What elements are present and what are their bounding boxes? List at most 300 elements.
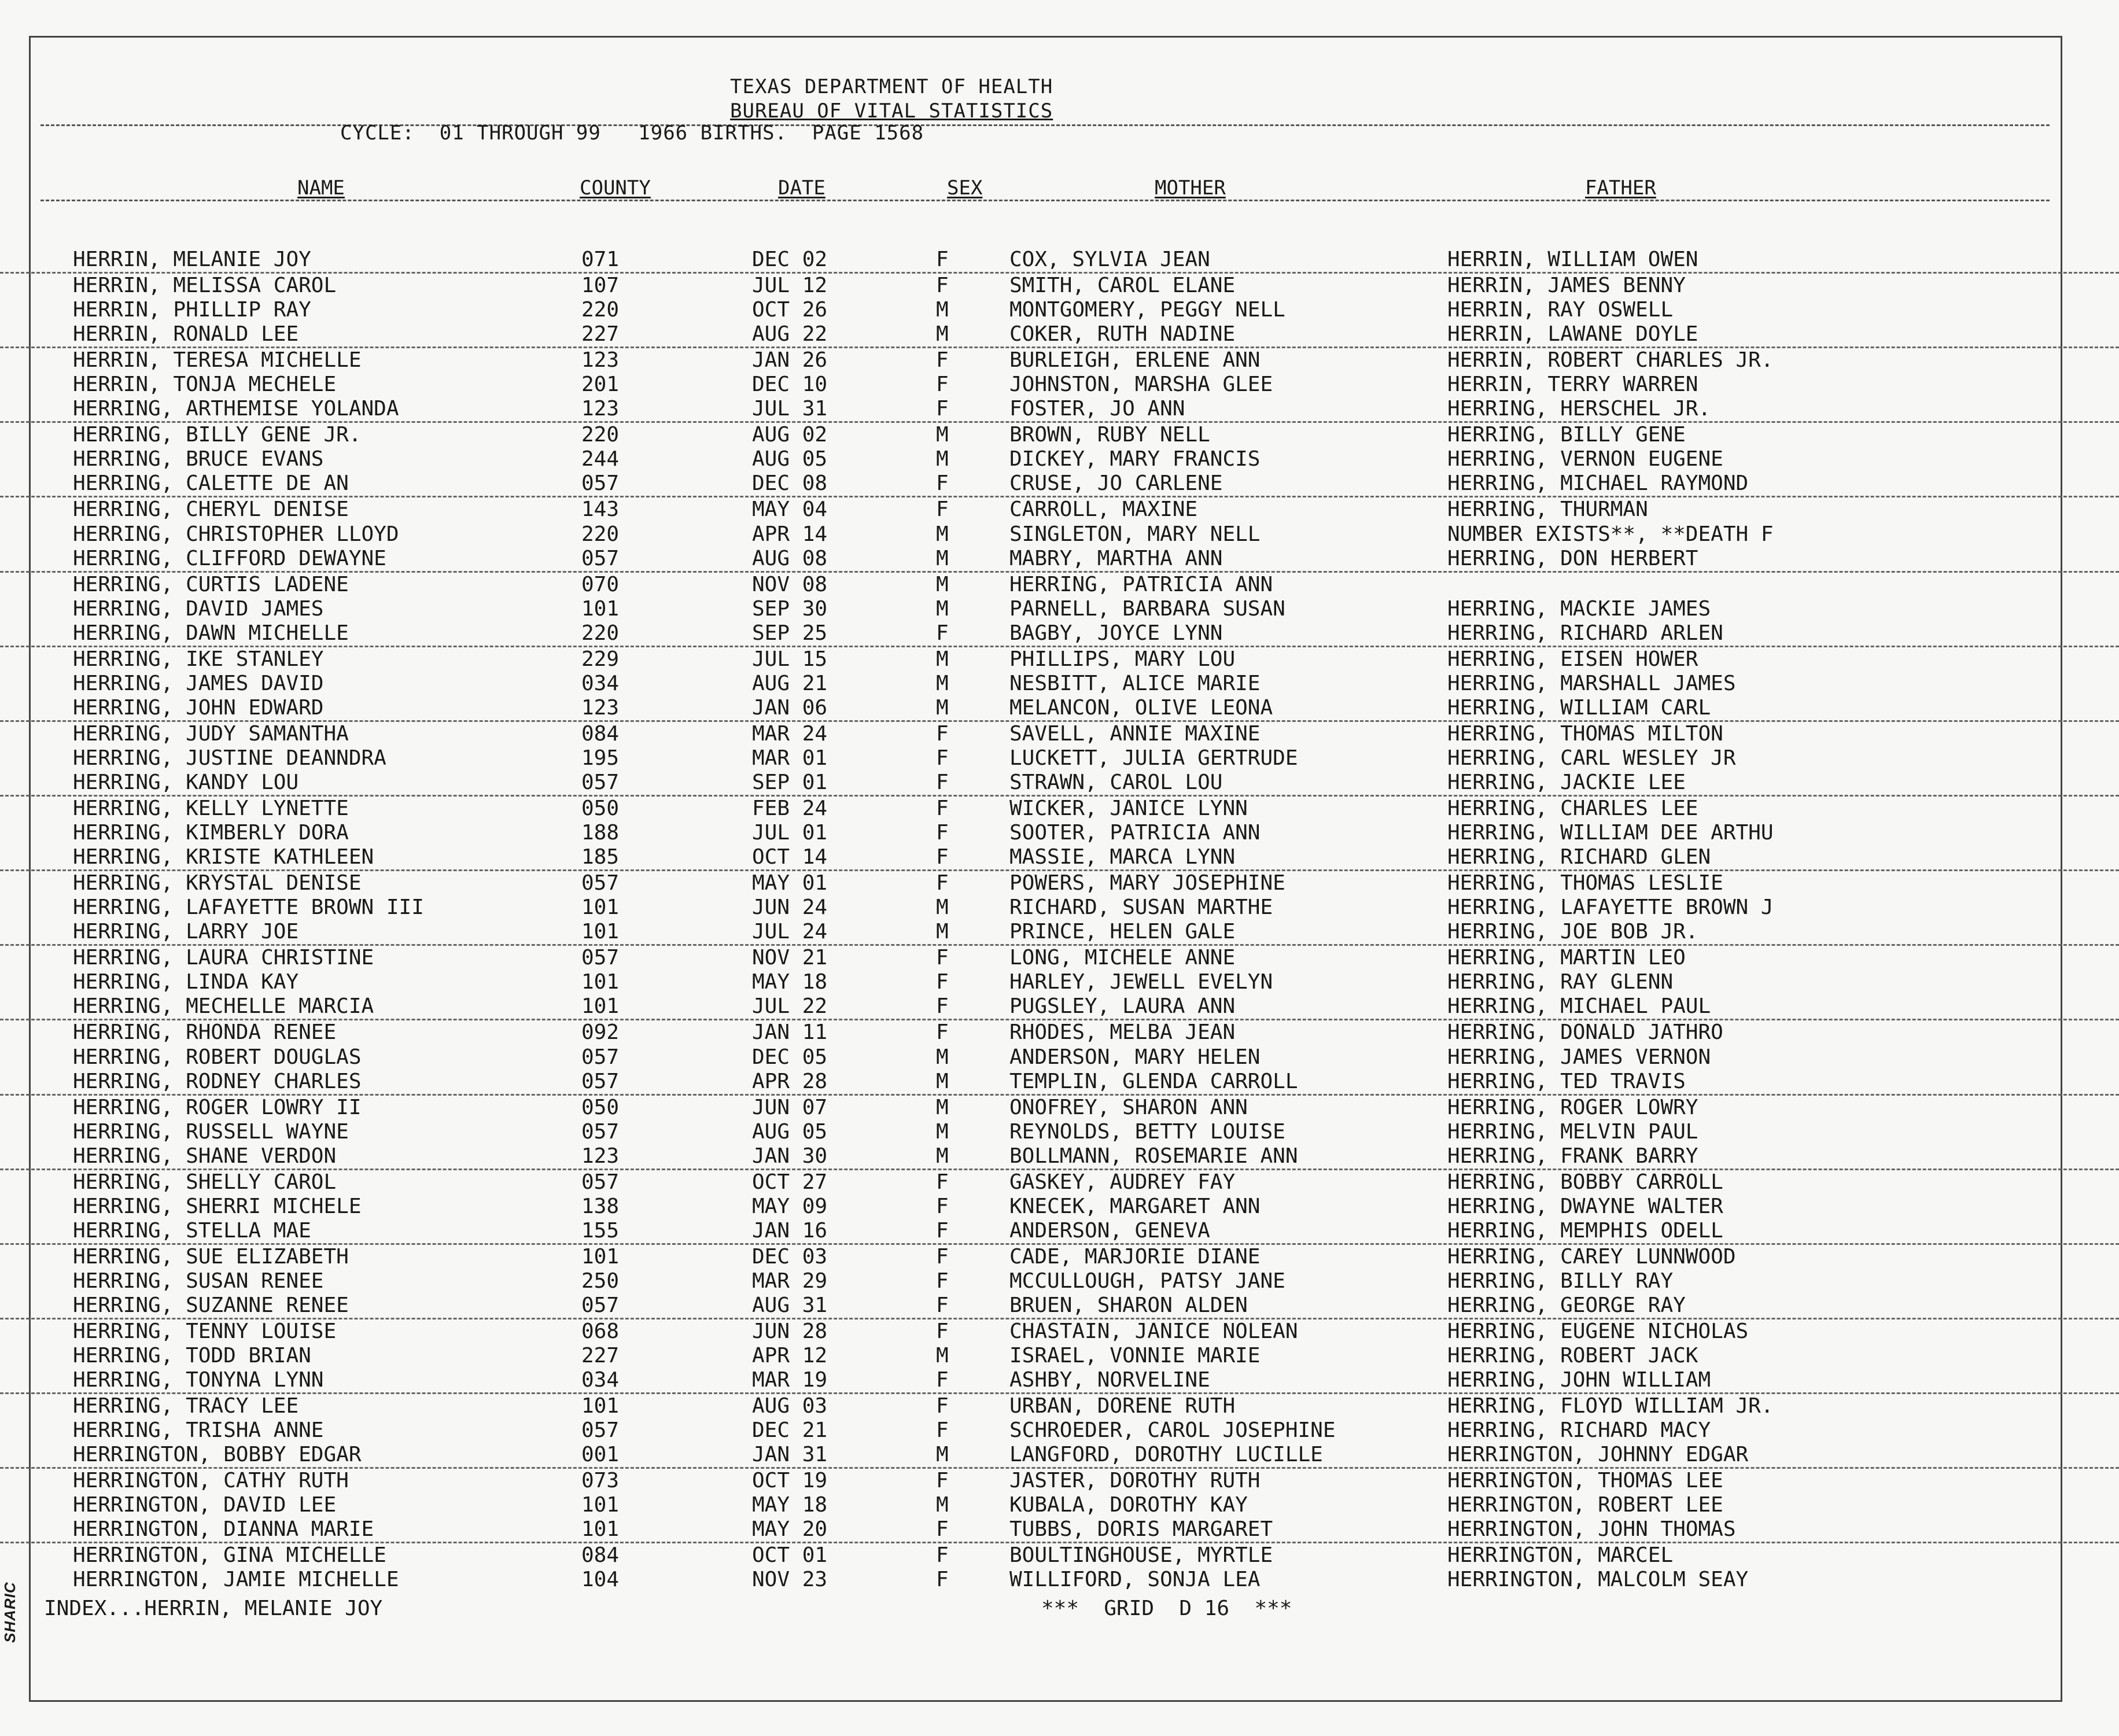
cell-sex: F [936,821,949,845]
cell-sex: M [936,572,949,596]
records-table [0,248,2119,1593]
cell-father: HERRING, BILLY GENE [1447,423,1686,447]
cell-name: HERRIN, MELISSA CAROL [73,274,337,298]
cell-father: HERRINGTON, JOHN THOMAS [1447,1517,1736,1542]
cell-name: HERRING, TRISHA ANNE [73,1418,324,1443]
cell-name: HERRIN, MELANIE JOY [73,248,311,271]
cell-date: APR 12 [752,1344,828,1368]
cell-sex: F [936,348,949,373]
cell-mother: JASTER, DOROTHY RUTH [1009,1469,1261,1493]
cell-county: 101 [581,596,620,621]
cell-father: HERRINGTON, ROBERT LEE [1447,1493,1723,1517]
cell-date: AUG 22 [752,322,828,347]
table-row [0,348,2119,373]
cell-date: NOV 08 [752,572,828,596]
cell-date: MAY 01 [752,871,828,895]
cell-mother: DICKEY, MARY FRANCIS [1009,447,1261,471]
cell-father: HERRING, DONALD JATHRO [1447,1020,1723,1045]
cell-date: AUG 05 [752,1119,828,1144]
table-row [0,522,2119,547]
table-row [0,647,2119,672]
table-row [0,746,2119,771]
cell-mother: NESBITT, ALICE MARIE [1009,671,1261,695]
cell-date: SEP 01 [752,770,828,794]
cell-county: 057 [581,1293,620,1317]
table-row [0,1469,2119,1493]
cell-date: APR 28 [752,1069,828,1093]
cell-sex: F [936,248,949,271]
cell-county: 050 [581,1095,620,1119]
cell-name: HERRING, ROBERT DOUGLAS [73,1045,362,1069]
cell-sex: F [936,497,949,522]
cell-date: JUL 31 [752,397,828,421]
cell-date: JAN 11 [752,1020,828,1045]
cell-father: HERRING, EUGENE NICHOLAS [1447,1319,1749,1344]
cell-sex: M [936,1144,949,1168]
cell-father: HERRING, MEMPHIS ODELL [1447,1218,1723,1243]
cell-county: 220 [581,423,620,447]
cell-name: HERRINGTON, DAVID LEE [73,1493,337,1517]
cell-sex: F [936,397,949,421]
cell-sex: M [936,522,949,546]
cell-county: 057 [581,546,620,570]
cell-mother: FOSTER, JO ANN [1009,397,1185,421]
cell-mother: BOULTINGHOUSE, MYRTLE [1009,1543,1273,1568]
bureau-title: BUREAU OF VITAL STATISTICS [730,99,1053,123]
cell-name: HERRING, SUE ELIZABETH [73,1244,349,1269]
cell-name: HERRIN, TERESA MICHELLE [73,348,362,373]
cell-sex: F [936,1293,949,1317]
cell-mother: BOLLMANN, ROSEMARIE ANN [1009,1144,1298,1168]
table-row [0,871,2119,895]
table-row [0,547,2119,573]
table-row [0,1219,2119,1245]
cell-date: AUG 21 [752,671,828,695]
cell-name: HERRING, LARRY JOE [73,920,299,944]
table-row [0,1170,2119,1195]
cell-mother: LANGFORD, DOROTHY LUCILLE [1009,1443,1323,1467]
cell-father: HERRING, THOMAS MILTON [1447,721,1723,746]
cell-date: NOV 21 [752,946,828,970]
cell-mother: TUBBS, DORIS MARGARET [1009,1517,1273,1542]
cell-mother: SINGLETON, MARY NELL [1009,522,1261,546]
cell-county: 034 [581,1368,620,1392]
cell-name: HERRING, LINDA KAY [73,970,299,994]
cell-name: HERRING, TRACY LEE [73,1394,299,1418]
cell-mother: SMITH, CAROL ELANE [1009,274,1236,298]
cell-sex: M [936,546,949,570]
cell-name: HERRING, DAVID JAMES [73,596,324,621]
cell-mother: URBAN, DORENE RUTH [1009,1394,1236,1418]
cell-father: HERRINGTON, MARCEL [1447,1543,1674,1568]
cell-father: HERRING, JACKIE LEE [1447,770,1686,794]
cell-sex: M [936,1095,949,1119]
cycle-line: CYCLE: 01 THROUGH 99 1966 BIRTHS. PAGE 1568 [340,121,924,145]
table-row [0,920,2119,946]
cell-mother: POWERS, MARY JOSEPHINE [1009,871,1285,895]
cell-county: 123 [581,695,620,720]
cell-date: OCT 19 [752,1469,828,1493]
cell-father: HERRINGTON, MALCOLM SEAY [1447,1568,1749,1592]
cell-sex: M [936,1493,949,1517]
cell-mother: TEMPLIN, GLENDA CARROLL [1009,1069,1298,1093]
table-row [0,672,2119,696]
cell-mother: PRINCE, HELEN GALE [1009,920,1236,944]
table-row [0,1368,2119,1394]
table-row [0,423,2119,447]
cell-county: 057 [581,1119,620,1144]
cell-county: 101 [581,895,620,920]
cell-father: HERRING, THOMAS LESLIE [1447,871,1723,895]
cell-name: HERRING, KRYSTAL DENISE [73,871,362,895]
table-row [0,621,2119,647]
cell-county: 057 [581,770,620,794]
cell-mother: KNECEK, MARGARET ANN [1009,1194,1261,1218]
cell-father: HERRING, BILLY RAY [1447,1269,1674,1293]
cell-date: SEP 25 [752,621,828,645]
cell-sex: F [936,1418,949,1443]
table-row [0,1269,2119,1293]
cell-mother: BURLEIGH, ERLENE ANN [1009,348,1261,373]
cell-sex: F [936,970,949,994]
cell-name: HERRINGTON, GINA MICHELLE [73,1543,386,1568]
cell-date: APR 14 [752,522,828,546]
cell-date: JAN 30 [752,1144,828,1168]
cell-sex: F [936,770,949,794]
cell-sex: F [936,1568,949,1592]
table-row [0,970,2119,994]
cell-name: HERRING, JUSTINE DEANNDRA [73,746,386,770]
cell-county: 057 [581,946,620,970]
cell-county: 123 [581,348,620,373]
cell-mother: STRAWN, CAROL LOU [1009,770,1223,794]
cell-date: MAR 01 [752,746,828,770]
cell-mother: CADE, MARJORIE DIANE [1009,1244,1261,1269]
cell-county: 101 [581,1244,620,1269]
cell-father: HERRING, JOHN WILLIAM [1447,1368,1711,1392]
cell-mother: BAGBY, JOYCE LYNN [1009,621,1223,645]
cell-sex: F [936,1394,949,1418]
cell-sex: M [936,1045,949,1069]
cell-sex: F [936,1218,949,1243]
cell-mother: ANDERSON, MARY HELEN [1009,1045,1261,1069]
cell-county: 123 [581,1144,620,1168]
cell-father: HERRING, ROGER LOWRY [1447,1095,1698,1119]
cell-county: 220 [581,621,620,645]
cell-father: HERRING, RAY GLENN [1447,970,1674,994]
cell-county: 220 [581,298,620,322]
cell-sex: M [936,1119,949,1144]
cell-date: FEB 24 [752,797,828,821]
cell-father: HERRING, LAFAYETTE BROWN J [1447,895,1774,920]
cell-name: HERRING, SHELLY CAROL [73,1170,337,1194]
cell-father: HERRING, EISEN HOWER [1447,647,1698,671]
cell-father: HERRING, FLOYD WILLIAM JR. [1447,1394,1774,1418]
cell-county: 057 [581,1418,620,1443]
cell-name: HERRING, SUZANNE RENEE [73,1293,349,1317]
table-row [0,573,2119,597]
cell-mother: SAVELL, ANNIE MAXINE [1009,721,1261,746]
cell-name: HERRING, JAMES DAVID [73,671,324,695]
cell-mother: PHILLIPS, MARY LOU [1009,647,1236,671]
table-row [0,1020,2119,1045]
cell-county: 050 [581,797,620,821]
table-row [0,797,2119,821]
cell-date: JUN 07 [752,1095,828,1119]
cell-sex: M [936,596,949,621]
cell-mother: PARNELL, BARBARA SUSAN [1009,596,1285,621]
table-row [0,1120,2119,1144]
cell-date: DEC 05 [752,1045,828,1069]
cell-father: HERRING, HERSCHEL JR. [1447,397,1711,421]
cell-county: 057 [581,1045,620,1069]
cell-father: HERRIN, JAMES BENNY [1447,274,1686,298]
cell-mother: GASKEY, AUDREY FAY [1009,1170,1236,1194]
table-row [0,597,2119,621]
table-row [0,1245,2119,1269]
cell-county: 220 [581,522,620,546]
cell-county: 057 [581,871,620,895]
cell-father: HERRING, RICHARD GLEN [1447,845,1711,869]
cell-name: HERRING, MECHELLE MARCIA [73,994,374,1019]
cell-mother: HARLEY, JEWELL EVELYN [1009,970,1273,994]
cell-father: HERRING, MACKIE JAMES [1447,596,1711,621]
cell-name: HERRING, LAURA CHRISTINE [73,946,374,970]
col-name: NAME [297,176,345,200]
cell-county: 123 [581,397,620,421]
cell-name: HERRING, KRISTE KATHLEEN [73,845,374,869]
cell-county: 084 [581,721,620,746]
cell-date: AUG 31 [752,1293,828,1317]
table-row [0,1045,2119,1070]
cell-county: 138 [581,1194,620,1218]
cell-mother: COKER, RUTH NADINE [1009,322,1236,347]
cell-mother: RICHARD, SUSAN MARTHE [1009,895,1273,920]
cell-name: HERRINGTON, CATHY RUTH [73,1469,349,1493]
cell-father: HERRING, CHARLES LEE [1447,797,1698,821]
cell-county: 101 [581,1517,620,1542]
cell-father: HERRING, ROBERT JACK [1447,1344,1698,1368]
cell-father: HERRING, THURMAN [1447,497,1648,522]
table-row [0,1493,2119,1517]
cell-date: MAY 09 [752,1194,828,1218]
cell-mother: RHODES, MELBA JEAN [1009,1020,1236,1045]
table-row [0,821,2119,845]
cell-father: HERRING, MARSHALL JAMES [1447,671,1736,695]
cell-county: 034 [581,671,620,695]
cell-father: HERRINGTON, THOMAS LEE [1447,1469,1723,1493]
cell-date: DEC 10 [752,373,828,397]
table-row [0,298,2119,322]
cell-date: JAN 26 [752,348,828,373]
table-row [0,1319,2119,1344]
cell-father: HERRING, MICHAEL RAYMOND [1447,471,1749,496]
cell-sex: F [936,1244,949,1269]
cell-sex: F [936,845,949,869]
cell-county: 070 [581,572,620,596]
cell-name: HERRING, SHANE VERDON [73,1144,337,1168]
cell-county: 227 [581,322,620,347]
cell-mother: LONG, MICHELE ANNE [1009,946,1236,970]
cell-name: HERRING, KELLY LYNETTE [73,797,349,821]
table-row [0,1293,2119,1319]
cell-name: HERRING, TODD BRIAN [73,1344,311,1368]
cell-sex: F [936,373,949,397]
cell-county: 057 [581,1069,620,1093]
cell-father: HERRING, TED TRAVIS [1447,1069,1686,1093]
cell-date: NOV 23 [752,1568,828,1592]
cell-county: 143 [581,497,620,522]
cell-sex: M [936,920,949,944]
side-label: SHARIC [1,1582,19,1643]
cell-father: HERRING, DON HERBERT [1447,546,1698,570]
cell-county: 244 [581,447,620,471]
cell-county: 229 [581,647,620,671]
cell-father: NUMBER EXISTS**, **DEATH F [1447,522,1774,546]
cell-mother: CRUSE, JO CARLENE [1009,471,1223,496]
cell-father: HERRING, BOBBY CARROLL [1447,1170,1723,1194]
cell-sex: F [936,994,949,1019]
cell-county: 195 [581,746,620,770]
cell-mother: WILLIFORD, SONJA LEA [1009,1568,1261,1592]
cell-name: HERRIN, PHILLIP RAY [73,298,311,322]
cell-sex: M [936,895,949,920]
cell-sex: F [936,1368,949,1392]
cell-sex: F [936,274,949,298]
cell-name: HERRING, CURTIS LADENE [73,572,349,596]
cell-sex: M [936,1443,949,1467]
table-row [0,895,2119,920]
cell-sex: F [936,871,949,895]
cell-name: HERRINGTON, DIANNA MARIE [73,1517,374,1542]
col-father: FATHER [1585,176,1656,200]
cell-date: JUN 28 [752,1319,828,1344]
cell-father: HERRINGTON, JOHNNY EDGAR [1447,1443,1749,1467]
cell-father: HERRING, DWAYNE WALTER [1447,1194,1723,1218]
cell-father: HERRING, MARTIN LEO [1447,946,1686,970]
cell-father: HERRING, GEORGE RAY [1447,1293,1686,1317]
cell-father: HERRIN, LAWANE DOYLE [1447,322,1698,347]
cell-county: 101 [581,920,620,944]
table-row [0,1443,2119,1469]
table-row [0,248,2119,274]
cell-county: 188 [581,821,620,845]
cell-date: MAY 20 [752,1517,828,1542]
cell-name: HERRING, KIMBERLY DORA [73,821,349,845]
cell-father: HERRIN, RAY OSWELL [1447,298,1674,322]
cell-county: 001 [581,1443,620,1467]
cell-father: HERRING, RICHARD MACY [1447,1418,1711,1443]
cell-date: AUG 02 [752,423,828,447]
cell-sex: F [936,621,949,645]
cell-name: HERRING, TENNY LOUISE [73,1319,337,1344]
table-row [0,471,2119,497]
cell-county: 101 [581,994,620,1019]
cell-county: 092 [581,1020,620,1045]
cell-county: 057 [581,1170,620,1194]
cell-date: JUL 01 [752,821,828,845]
cell-father: HERRING, MELVIN PAUL [1447,1119,1698,1144]
cell-county: 107 [581,274,620,298]
col-sex: SEX [947,176,983,200]
table-row [0,1070,2119,1096]
table-row [0,722,2119,746]
table-row [0,274,2119,298]
cell-mother: HERRING, PATRICIA ANN [1009,572,1273,596]
col-county: COUNTY [580,176,651,200]
cell-sex: M [936,298,949,322]
table-row [0,1568,2119,1592]
table-row [0,1344,2119,1368]
cell-name: HERRINGTON, BOBBY EDGAR [73,1443,362,1467]
cell-mother: MASSIE, MARCA LYNN [1009,845,1236,869]
cell-name: HERRING, ARTHEMISE YOLANDA [73,397,399,421]
cell-sex: F [936,946,949,970]
cell-mother: MABRY, MARTHA ANN [1009,546,1223,570]
cell-date: DEC 08 [752,471,828,496]
table-row [0,696,2119,722]
cell-sex: F [936,746,949,770]
cell-date: AUG 03 [752,1394,828,1418]
cell-name: HERRING, LAFAYETTE BROWN III [73,895,424,920]
cell-mother: BROWN, RUBY NELL [1009,423,1210,447]
cell-date: AUG 05 [752,447,828,471]
cell-name: HERRING, STELLA MAE [73,1218,311,1243]
table-row [0,1418,2119,1443]
table-row [0,1394,2119,1418]
cell-date: JUL 15 [752,647,828,671]
cell-name: HERRING, SUSAN RENEE [73,1269,324,1293]
cell-name: HERRIN, RONALD LEE [73,322,299,347]
cell-mother: CARROLL, MAXINE [1009,497,1198,522]
cell-date: MAR 29 [752,1269,828,1293]
cell-sex: F [936,1517,949,1542]
cell-father: HERRING, JAMES VERNON [1447,1045,1711,1069]
table-row [0,447,2119,471]
cell-name: HERRING, RHONDA RENEE [73,1020,337,1045]
cell-sex: M [936,695,949,720]
cell-sex: M [936,647,949,671]
cell-sex: F [936,797,949,821]
cell-sex: F [936,1170,949,1194]
cell-date: AUG 08 [752,546,828,570]
cell-county: 071 [581,248,620,271]
cell-name: HERRING, JOHN EDWARD [73,695,324,720]
cell-sex: F [936,1020,949,1045]
cell-sex: F [936,471,949,496]
cell-county: 250 [581,1269,620,1293]
cell-mother: ANDERSON, GENEVA [1009,1218,1210,1243]
cell-county: 084 [581,1543,620,1568]
cell-sex: F [936,1319,949,1344]
table-row [0,1144,2119,1170]
cell-date: JAN 16 [752,1218,828,1243]
cell-sex: F [936,1194,949,1218]
cell-county: 073 [581,1469,620,1493]
cell-date: DEC 03 [752,1244,828,1269]
cell-sex: M [936,1344,949,1368]
cell-mother: KUBALA, DOROTHY KAY [1009,1493,1248,1517]
cell-mother: ASHBY, NORVELINE [1009,1368,1210,1392]
cell-county: 101 [581,970,620,994]
cell-mother: COX, SYLVIA JEAN [1009,248,1210,271]
cell-sex: F [936,1269,949,1293]
cell-mother: ONOFREY, SHARON ANN [1009,1095,1248,1119]
cell-date: MAY 04 [752,497,828,522]
table-row [0,994,2119,1020]
cell-father: HERRIN, WILLIAM OWEN [1447,248,1698,271]
cell-sex: M [936,1069,949,1093]
